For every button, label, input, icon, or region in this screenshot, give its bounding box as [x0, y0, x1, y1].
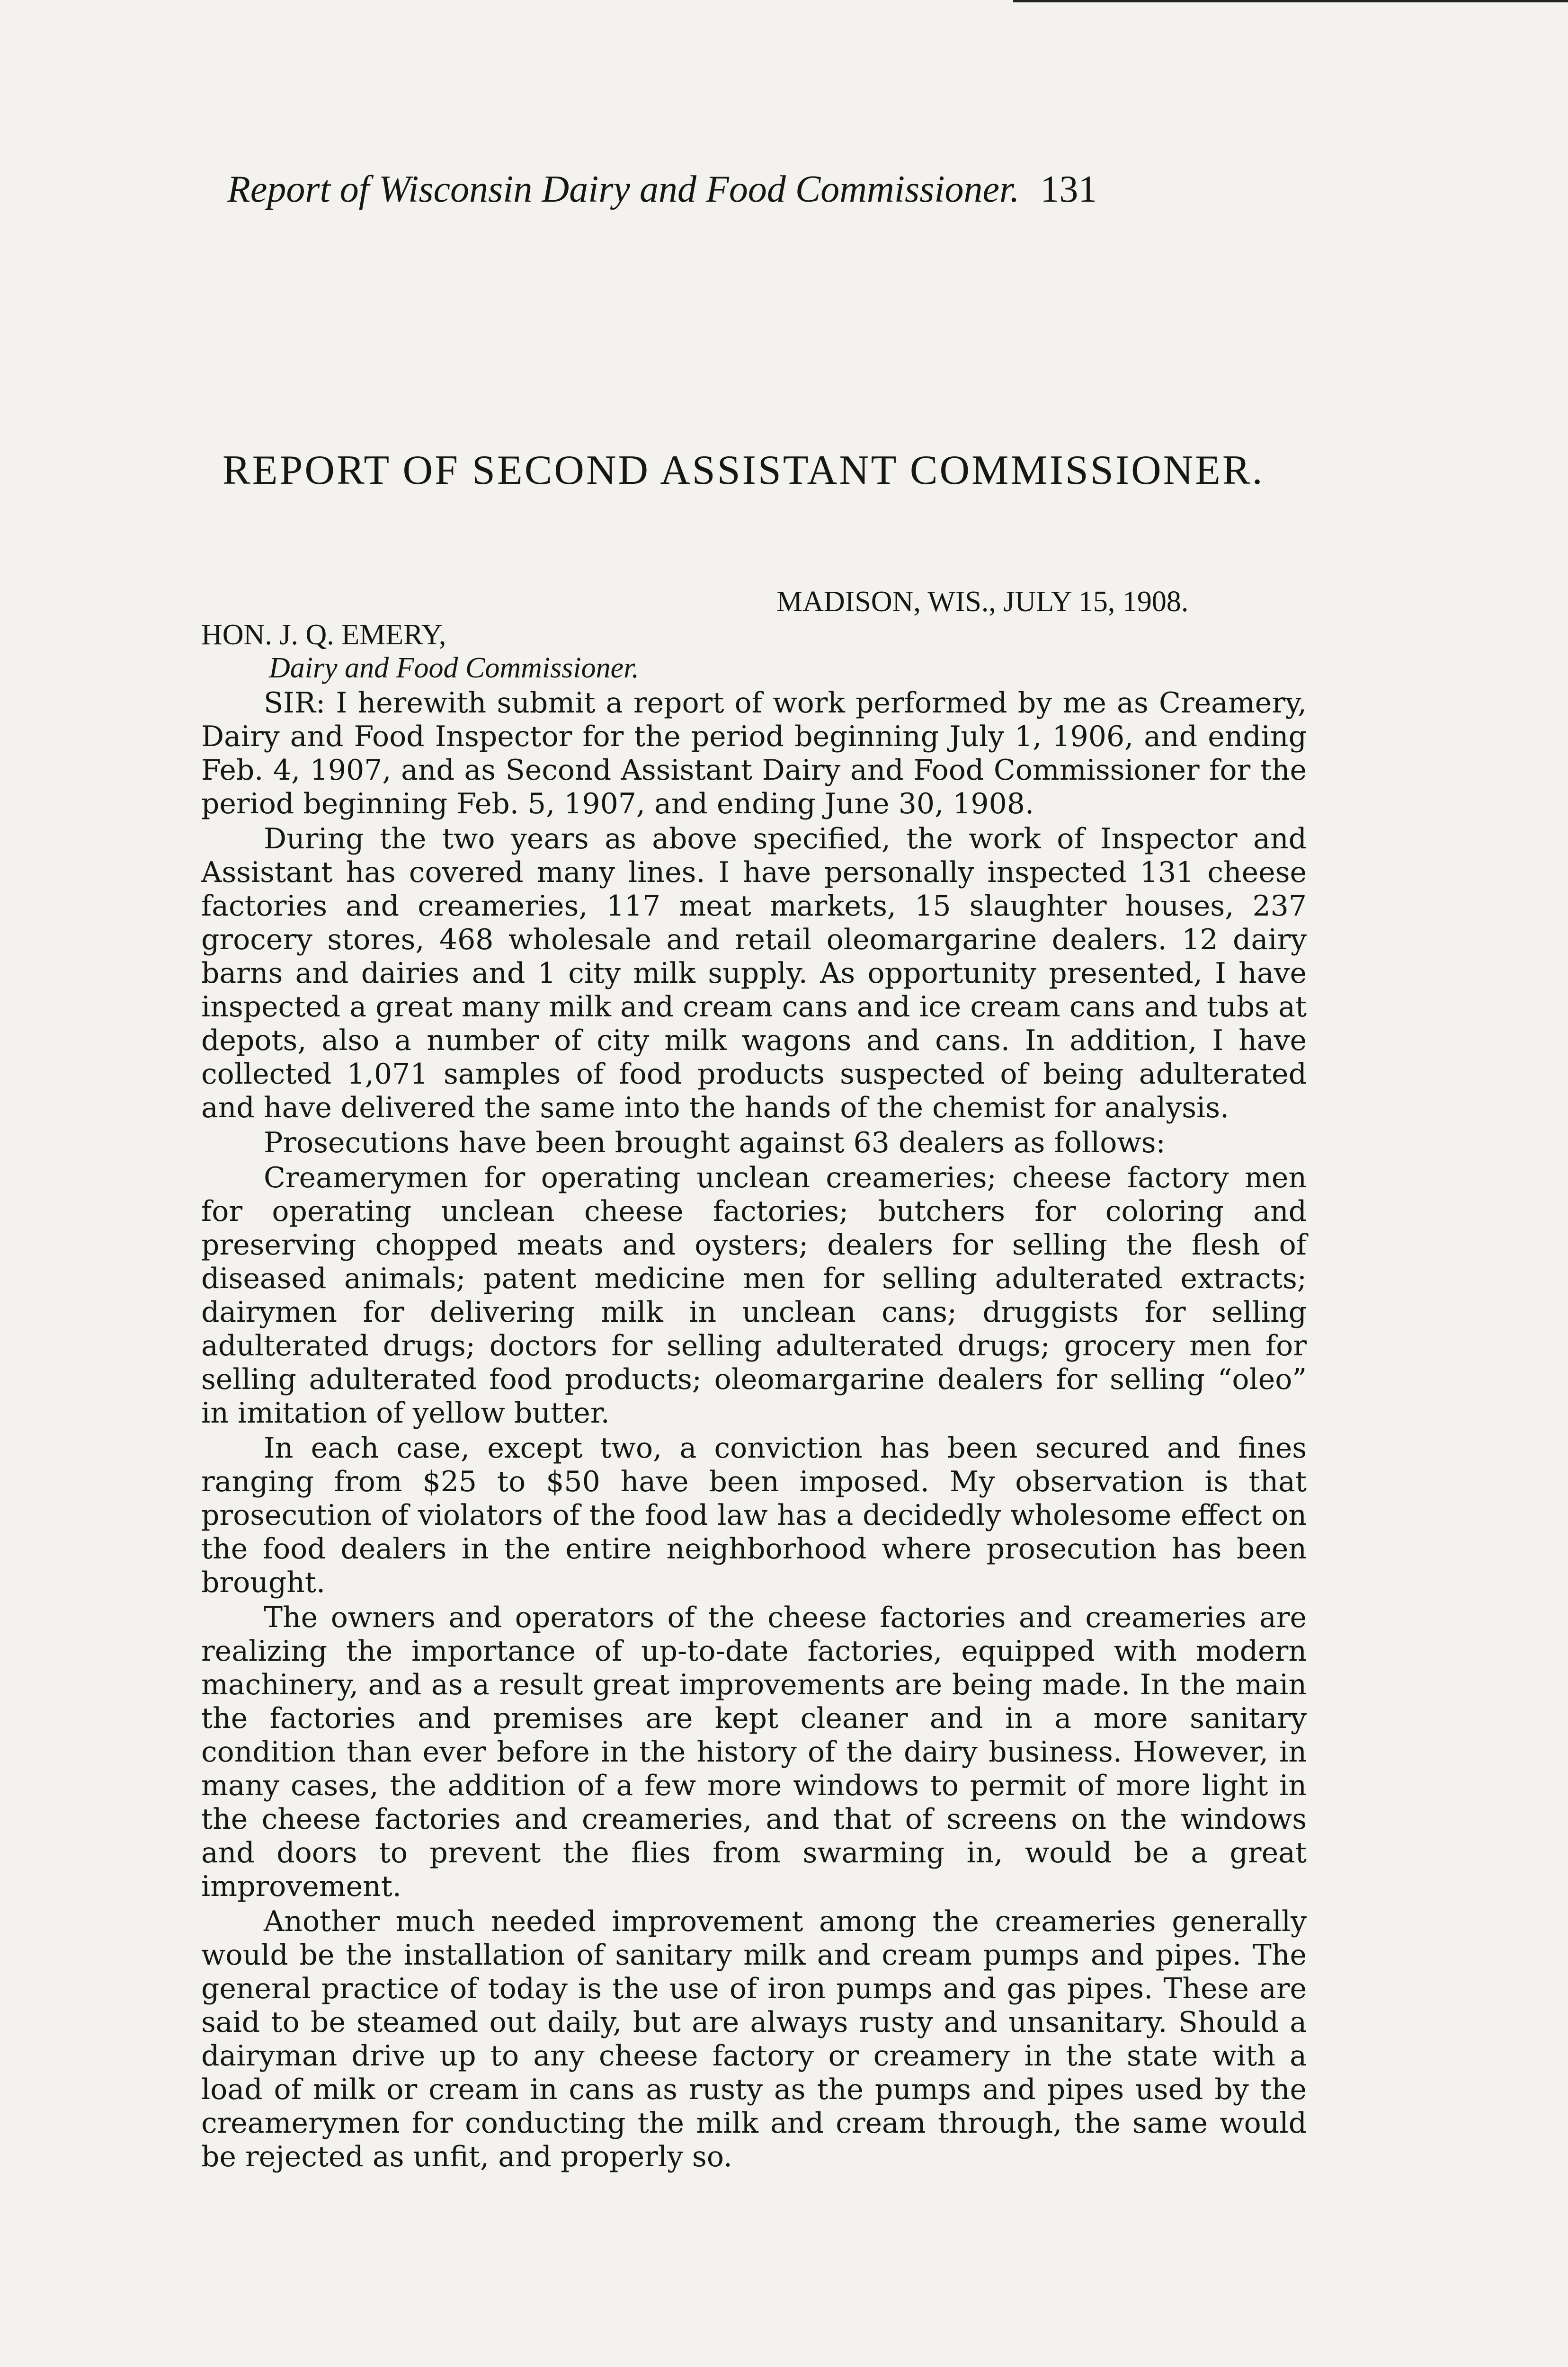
report-body: [201, 686, 1307, 2174]
paragraph-inspections: During the two years as above specified, the work of Inspector and Assistant has covered many lines. I have personally inspected 131 cheese factories and creameries, 117 meat markets, 15 slaughter houses, 237 grocery stores, 468 wholesale and retail oleomargarine dealers. 12 dairy barns and dairies and 1 city milk supply. As opportunity presented, I have inspected a great many milk and cream cans and ice cream cans and tubs at depots, also a number of city milk wagons and cans. In addition, I have collected 1,071 samples of food products suspected of being adulterated and have delivered the same into the hands of the chemist for analysis.: [201, 822, 1307, 1124]
paragraph-salutation: SIR: I herewith submit a report of work performed by me as Creamery, Dairy and Food Inspector for the period beginning July 1, 1906, and ending Feb. 4, 1907, and as Second Assistant Dairy and Food Commissioner for the period beginning Feb. 5, 1907, and ending June 30, 1908.: [201, 686, 1307, 820]
running-head: [227, 170, 1307, 208]
paragraph-prosecutions-intro: Prosecutions have been brought against 63 dealers as follows:: [264, 1126, 1166, 1159]
paragraph-pumps-and-pipes: Another much needed improvement among the creameries generally would be the installation of sanitary milk and cream pumps and pipes. The general practice of today is the use of iron pumps and gas pipes. These are said to be steamed out daily, but are always rusty and unsanitary. Should a dairyman drive up to any cheese factory or creamery in the state with a load of milk or cream in cans as rusty as the pumps and pipes used by the creamerymen for conducting the milk and cream through, the same would be rejected as unfit, and properly so.: [201, 1905, 1307, 2173]
top-edge-rule: [1013, 0, 1568, 2]
paragraph-factory-improvements: The owners and operators of the cheese factories and creameries are realizing the importance of up-to-date factories, equipped with modern machinery, and as a result great improvements are being made. In the main the factories and premises are kept cleaner and in a more sanitary condition than ever before in the history of the dairy business. However, in many cases, the addition of a few more windows to permit of more light in the cheese factories and creameries, and that of screens on the windows and doors to prevent the flies from swarming in, would be a great improvement.: [201, 1601, 1307, 1903]
dateline: MADISON, WIS., JULY 15, 1908.: [776, 586, 1189, 618]
addressee-title: Dairy and Food Commissioner.: [269, 652, 639, 684]
addressee-name: HON. J. Q. EMERY,: [201, 619, 446, 651]
page-number: 131: [1040, 169, 1097, 210]
paragraph-prosecutions-list: Creamerymen for operating unclean creameries; cheese factory men for operating unclean cheese factories; butchers for coloring and preserving chopped meats and oysters; dealers for selling the flesh of diseased animals; patent medicine men for selling adulterated extracts; dairymen for delivering milk in unclean cans; druggists for selling adulterated drugs; doctors for selling adulterated drugs; grocery men for selling adulterated food products; oleomargarine dealers for selling “oleo” in imitation of yellow butter.: [201, 1161, 1307, 1430]
report-title: REPORT OF SECOND ASSISTANT COMMISSIONER.: [223, 447, 1265, 493]
running-head-title: Report of Wisconsin Dairy and Food Commissioner.: [227, 169, 1020, 210]
paragraph-convictions: In each case, except two, a conviction has been secured and fines ranging from $25 to $50 have been imposed. My observation is that prosecution of violators of the food law has a decidedly wholesome effect on the food dealers in the entire neighborhood where prosecution has been brought.: [201, 1432, 1307, 1599]
